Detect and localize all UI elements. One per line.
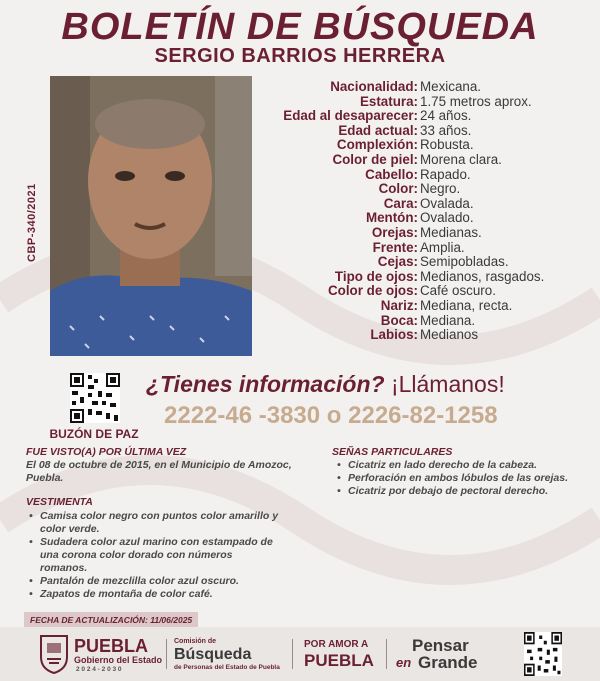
divider [166,639,167,669]
missing-person-photo [50,76,252,356]
list-item: • Pantalón de mezclilla color azul oscuro. [26,575,282,588]
trait-row [258,109,598,124]
update-date: FECHA DE ACTUALIZACIÓN: 11/06/2025 [24,612,198,628]
info-question [146,371,600,398]
trait-row [258,299,598,314]
list-item: • Cicatriz por debajo de pectoral derecho. [334,485,584,498]
state-shield-icon [38,633,70,675]
trait-label: Complexión: [336,137,418,153]
footer [0,627,600,681]
gobierno-text: Gobierno del Estado [74,655,163,665]
buzon-de-paz-label: BUZÓN DE PAZ [49,427,139,441]
trait-label: Color de piel: [332,151,418,167]
trait-value: Morena clara. [420,151,502,167]
trait-label: Nacionalidad: [330,79,418,94]
trait-label: Orejas: [371,224,418,240]
trait-label: Edad al desaparecer: [283,108,418,124]
qr-code[interactable] [70,373,120,423]
bulletin-title: BOLETÍN DE BÚSQUEDA [61,6,539,48]
trait-label: Cara: [383,195,418,211]
trait-value: 1.75 metros aprox. [420,93,532,109]
trait-value: Robusta. [420,137,474,153]
trait-label: Mentón: [365,210,418,226]
trait-value: Mediana, recta. [420,297,513,313]
trait-label: Boca: [380,312,418,328]
trait-label: Estatura: [359,93,418,109]
list-item: • Perforación en ambos lóbulos de las orejas. [334,472,584,485]
trait-label: Color: [378,181,418,197]
list-item: • Zapatos de montaña de color café. [26,588,282,601]
comision-text: Comisión de [174,638,217,645]
en-text: en [396,655,412,670]
trait-row [258,124,598,139]
trait-value: Ovalada. [420,195,474,211]
busqueda-sub-text: de Personas del Estado de Puebla [174,664,280,671]
trait-value: Semipobladas. [420,254,509,270]
trait-row [258,328,598,343]
trait-row [258,211,598,226]
trait-row [258,197,598,212]
trait-row [258,226,598,241]
trait-label: Cejas: [377,254,418,270]
trait-value: Mediana. [420,312,476,328]
clothing-heading: VESTIMENTA [26,496,93,508]
last-seen-text: El 08 de octubre de 2015, en el Municipio de Amozoc, Puebla. [26,459,292,484]
last-seen-heading: FUE VISTO(A) POR ÚLTIMA VEZ [26,446,187,458]
trait-label: Frente: [372,239,418,255]
trait-row [258,168,598,183]
divider [386,639,387,669]
trait-value: Medianos, rasgados. [420,268,545,284]
list-item: • Cicatriz en lado derecho de la cabeza. [334,459,584,472]
physical-traits [258,80,598,343]
trait-value: Medianas. [420,224,482,240]
trait-row [258,270,598,285]
por-amor-puebla-text: PUEBLA [304,651,374,670]
list-item: • Sudadera color azul marino con estampado de una corona color dorado con números romanos. [26,536,282,575]
trait-label: Edad actual: [338,122,418,138]
case-number: CBP-340/2021 [26,183,38,262]
question-text: ¿Tienes información? [146,371,385,397]
trait-label: Nariz: [380,297,418,313]
puebla-logo-text: PUEBLA [74,636,149,656]
trait-row [258,153,598,168]
years-text: 2 0 2 4 - 2 0 3 0 [76,666,122,673]
trait-row [258,284,598,299]
pensar-text: Pensar [412,636,469,655]
trait-row [258,80,598,95]
trait-row [258,314,598,329]
busqueda-text: Búsqueda [174,646,252,663]
trait-row [258,138,598,153]
trait-value: Rapado. [420,166,471,182]
phone-numbers[interactable]: 2222-46 -3830 o 2226-82-1258 [164,402,498,429]
trait-label: Cabello: [365,166,418,182]
trait-value: Amplia. [420,239,465,255]
trait-label: Color de ojos: [327,283,418,299]
trait-row [258,241,598,256]
marks-heading: SEÑAS PARTICULARES [332,446,453,458]
trait-label: Tipo de ojos: [334,268,418,284]
trait-value: Negro. [420,181,461,197]
trait-value: Ovalado. [420,210,474,226]
trait-row [258,255,598,270]
clothing-list [26,510,282,601]
trait-value: Café oscuro. [420,283,496,299]
trait-label: Labios: [370,327,418,343]
trait-value: Mexicana. [420,79,482,94]
call-text: ¡Llámanos! [390,371,505,397]
trait-value: Medianos [420,327,479,343]
list-item: • Camisa color negro con puntos color amarillo y color verde. [26,510,282,536]
marks-list [334,459,584,498]
trait-row [258,95,598,110]
footer-qr-code[interactable] [524,632,562,676]
trait-value: 33 años. [420,122,472,138]
trait-row [258,182,598,197]
divider [292,639,293,669]
missing-person-name: SERGIO BARRIOS HERRERA [154,45,446,67]
grande-text: Grande [418,653,478,672]
trait-value: 24 años. [420,108,472,124]
por-amor-text: POR AMOR A [304,639,369,650]
